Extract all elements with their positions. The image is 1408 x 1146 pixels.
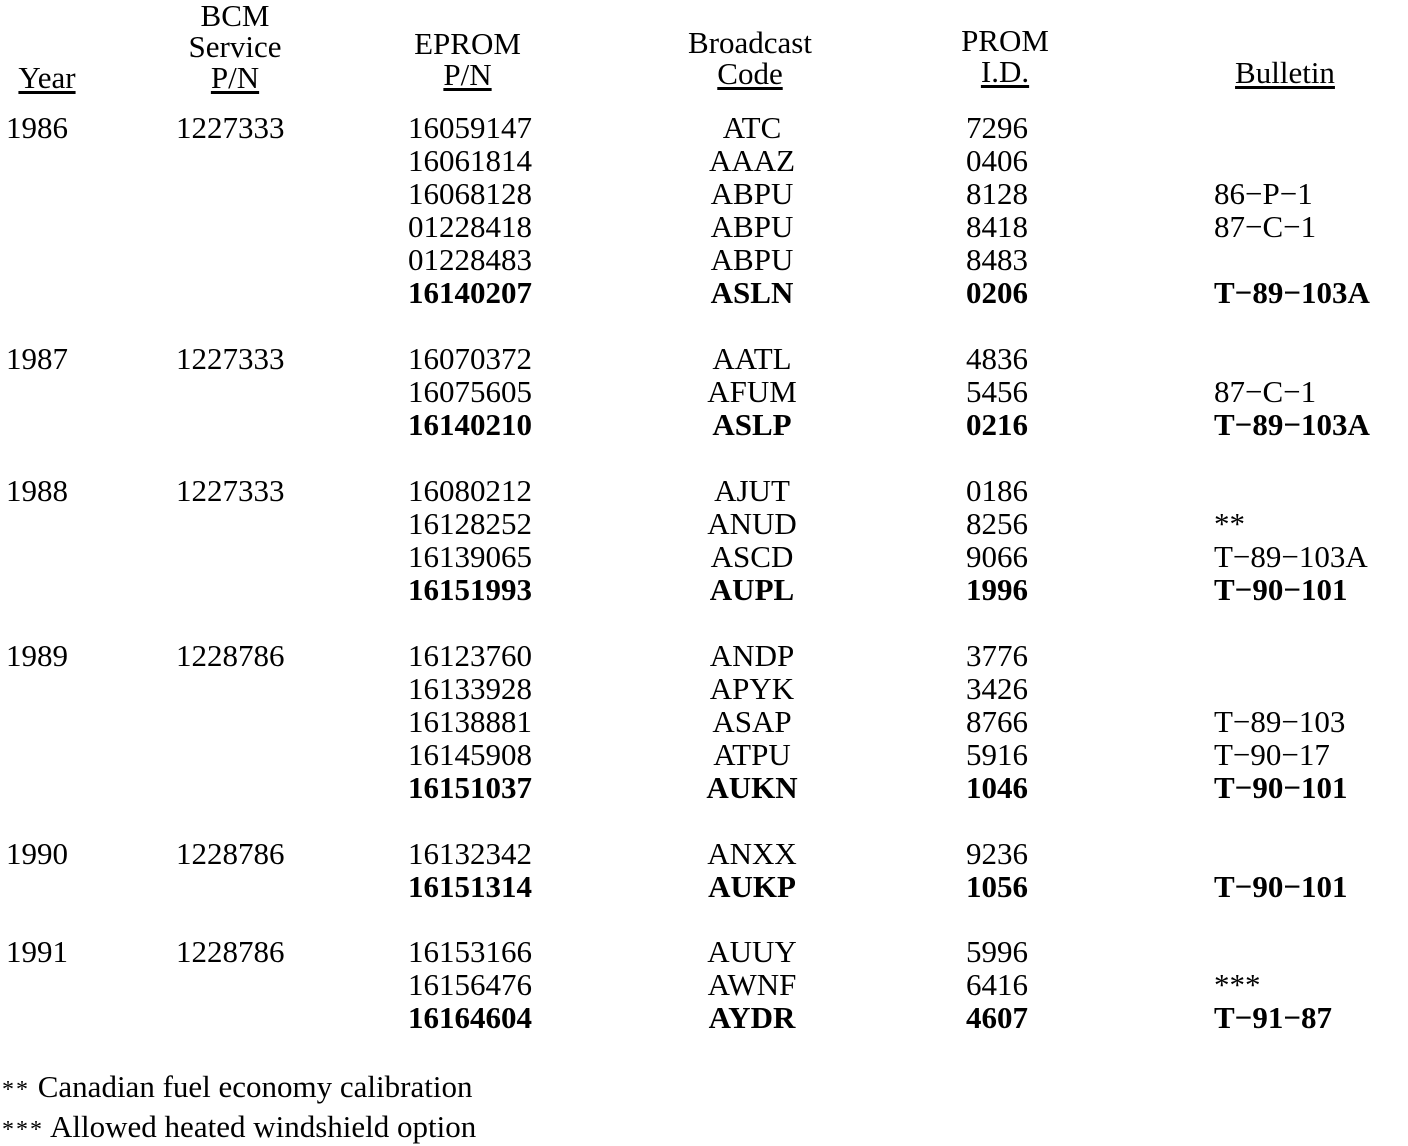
footnote-text: Allowed heated windshield option <box>50 1109 477 1144</box>
prom-id: 9066 <box>966 539 1028 574</box>
prom-id: 3426 <box>966 671 1028 706</box>
footnote-mark: ** <box>2 1077 30 1103</box>
broadcast-code: AFUM <box>707 374 797 409</box>
prom-id: 4836 <box>966 341 1028 376</box>
prom-id: 8483 <box>966 242 1028 277</box>
header-prom-line1: PROM <box>961 23 1049 58</box>
broadcast-code-current: AUPL <box>709 572 795 607</box>
year-cell: 1987 <box>6 341 68 376</box>
broadcast-code: ABPU <box>710 209 794 244</box>
bulletin <box>1214 111 1370 144</box>
bulletin-column <box>1214 342 1370 441</box>
broadcast-code-column <box>682 935 822 1034</box>
footnote-mark: *** <box>2 1117 44 1143</box>
eprom-pn: 16123760 <box>408 638 532 673</box>
broadcast-code: AJUT <box>714 473 790 508</box>
bulletin-footnote-mark: ** <box>1214 506 1245 541</box>
header-eprom-line2: P/N <box>443 57 492 92</box>
eprom-pn: 16075605 <box>408 374 532 409</box>
eprom-pn: 16139065 <box>408 539 532 574</box>
prom-id: 8418 <box>966 209 1028 244</box>
header-bulletin-label: Bulletin <box>1235 55 1335 90</box>
eprom-column <box>408 342 532 441</box>
bulletin: T−89−103A <box>1214 539 1368 574</box>
header-bulletin <box>1200 57 1370 88</box>
eprom-pn: 16132342 <box>408 836 532 871</box>
footnote-text: Canadian fuel economy calibration <box>37 1069 473 1104</box>
broadcast-code: ABPU <box>710 176 794 211</box>
bulletin <box>1214 837 1348 870</box>
eprom-column <box>408 111 532 309</box>
bulletin-column <box>1214 837 1348 903</box>
bulletin-column <box>1214 474 1368 606</box>
broadcast-code: ANUD <box>707 506 797 541</box>
eprom-column <box>408 935 532 1034</box>
prom-id-current: 1056 <box>966 869 1028 904</box>
bcm-service-pn-cell: 1228786 <box>176 934 285 969</box>
header-prom-line2: I.D. <box>980 54 1030 89</box>
bulletin-current: T−89−103A <box>1214 275 1370 310</box>
bulletin-column <box>1214 639 1348 804</box>
broadcast-code: ANDP <box>709 638 795 673</box>
prom-id-column <box>966 111 1028 309</box>
eprom-pn-current: 16151314 <box>408 869 532 904</box>
bulletin-column <box>1214 935 1332 1034</box>
bulletin-current: T−91−87 <box>1214 1000 1333 1035</box>
header-prom-id <box>925 25 1085 87</box>
prom-id: 5916 <box>966 737 1028 772</box>
bcm-service-pn-cell: 1227333 <box>176 110 285 145</box>
bulletin <box>1214 672 1348 705</box>
bulletin-footnote-mark: *** <box>1214 967 1261 1002</box>
eprom-pn: 16145908 <box>408 737 532 772</box>
prom-id: 9236 <box>966 836 1028 871</box>
eprom-pn: 16156476 <box>408 967 532 1002</box>
bulletin: T−89−103 <box>1214 704 1346 739</box>
year-cell: 1991 <box>6 934 68 969</box>
broadcast-code-current: AYDR <box>708 1000 796 1035</box>
bcm-service-pn-cell: 1228786 <box>176 836 285 871</box>
eprom-pn: 16128252 <box>408 506 532 541</box>
prom-id: 8766 <box>966 704 1028 739</box>
bulletin-current: T−89−103A <box>1214 407 1370 442</box>
prom-id: 0406 <box>966 143 1028 178</box>
footnote-canadian-calibration <box>2 1071 472 1106</box>
bcm-service-pn-cell: 1227333 <box>176 473 285 508</box>
year-cell: 1988 <box>6 473 68 508</box>
bulletin: 87−C−1 <box>1214 209 1317 244</box>
broadcast-code: ATPU <box>713 737 791 772</box>
prom-id-current: 4607 <box>966 1000 1028 1035</box>
bulletin-current: T−90−101 <box>1214 572 1348 607</box>
eprom-pn-current: 16140207 <box>408 275 532 310</box>
eprom-pn: 16068128 <box>408 176 532 211</box>
header-year <box>2 62 92 93</box>
prom-id: 8256 <box>966 506 1028 541</box>
eprom-pn: 01228483 <box>408 242 532 277</box>
eprom-pn-current: 16140210 <box>408 407 532 442</box>
eprom-pn: 16070372 <box>408 341 532 376</box>
prom-id-current: 1996 <box>966 572 1028 607</box>
broadcast-code: ASAP <box>712 704 792 739</box>
bulletin <box>1214 935 1332 968</box>
eprom-pn: 16138881 <box>408 704 532 739</box>
header-bcm-service-pn <box>165 0 305 93</box>
bulletin <box>1214 342 1370 375</box>
bulletin <box>1214 474 1368 507</box>
broadcast-code-current: AUKP <box>708 869 796 904</box>
broadcast-code-column <box>682 474 822 606</box>
prom-id: 0186 <box>966 473 1028 508</box>
broadcast-code: AWNF <box>707 967 797 1002</box>
broadcast-code: ASCD <box>710 539 794 574</box>
eprom-pn: 01228418 <box>408 209 532 244</box>
broadcast-code-current: ASLP <box>712 407 792 442</box>
bulletin <box>1214 243 1370 276</box>
header-bcm-line1: BCM <box>200 0 270 33</box>
broadcast-code: AUUY <box>707 934 797 969</box>
header-year-label: Year <box>18 60 76 95</box>
bulletin: T−90−17 <box>1214 737 1330 772</box>
prom-id-column <box>966 474 1028 606</box>
prom-id-column <box>966 935 1028 1034</box>
broadcast-code-column <box>682 342 822 441</box>
eprom-pn-current: 16164604 <box>408 1000 532 1035</box>
prom-id: 3776 <box>966 638 1028 673</box>
year-cell: 1989 <box>6 638 68 673</box>
broadcast-code: ATC <box>722 110 782 145</box>
year-cell: 1986 <box>6 110 68 145</box>
prom-id: 5996 <box>966 934 1028 969</box>
prom-id-column <box>966 639 1028 804</box>
prom-id: 8128 <box>966 176 1028 211</box>
bulletin <box>1214 144 1370 177</box>
prom-id: 7296 <box>966 110 1028 145</box>
prom-id-current: 0206 <box>966 275 1028 310</box>
broadcast-code: AATL <box>712 341 792 376</box>
broadcast-code-current: AUKN <box>706 770 798 805</box>
bulletin: 86−P−1 <box>1214 176 1313 211</box>
eprom-pn: 16153166 <box>408 934 532 969</box>
bcm-service-pn-cell: 1227333 <box>176 341 285 376</box>
footnote-heated-windshield <box>2 1111 476 1146</box>
eprom-column <box>408 837 532 903</box>
eprom-pn-current: 16151993 <box>408 572 532 607</box>
bulletin: 87−C−1 <box>1214 374 1317 409</box>
prom-id: 5456 <box>966 374 1028 409</box>
header-bcm-line2: Service <box>188 29 282 64</box>
header-bcm-line3: P/N <box>210 60 260 95</box>
eprom-pn-current: 16151037 <box>408 770 532 805</box>
header-broadcast-line2: Code <box>717 56 783 91</box>
eprom-pn: 16061814 <box>408 143 532 178</box>
bulletin-current: T−90−101 <box>1214 770 1348 805</box>
prom-id-column <box>966 342 1028 441</box>
header-broadcast-code <box>655 27 845 89</box>
prom-id-current: 0216 <box>966 407 1028 442</box>
header-eprom-pn <box>385 28 550 90</box>
broadcast-code-column <box>682 639 822 804</box>
bulletin-column <box>1214 111 1370 309</box>
prom-id: 6416 <box>966 967 1028 1002</box>
broadcast-code-current: ASLN <box>710 275 794 310</box>
eprom-column <box>408 639 532 804</box>
eprom-pn: 16133928 <box>408 671 532 706</box>
prom-id-current: 1046 <box>966 770 1028 805</box>
broadcast-code: AAAZ <box>708 143 796 178</box>
year-cell: 1990 <box>6 836 68 871</box>
broadcast-code: ABPU <box>710 242 794 277</box>
bcm-service-pn-cell: 1228786 <box>176 638 285 673</box>
bulletin-current: T−90−101 <box>1214 869 1348 904</box>
eprom-column <box>408 474 532 606</box>
broadcast-code: APYK <box>709 671 795 706</box>
broadcast-code: ANXX <box>707 836 797 871</box>
header-broadcast-line1: Broadcast <box>688 25 812 60</box>
bulletin <box>1214 639 1348 672</box>
broadcast-code-column <box>682 837 822 903</box>
header-eprom-line1: EPROM <box>414 26 521 61</box>
eprom-pn: 16080212 <box>408 473 532 508</box>
prom-id-column <box>966 837 1028 903</box>
eprom-pn: 16059147 <box>408 110 532 145</box>
broadcast-code-column <box>682 111 822 309</box>
